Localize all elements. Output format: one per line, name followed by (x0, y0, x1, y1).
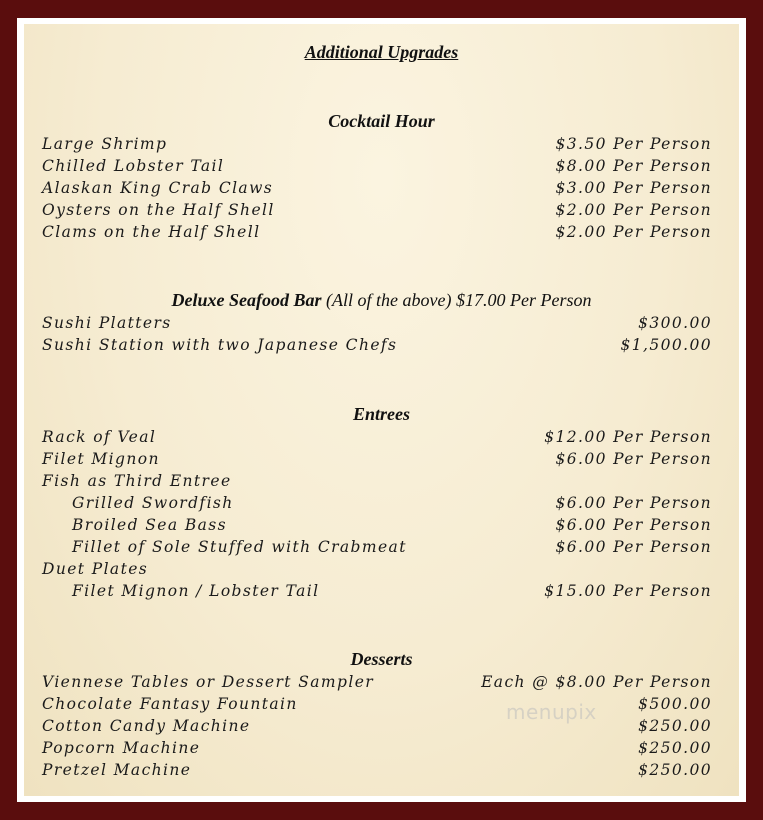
menu-item-name: Filet Mignon / Lobster Tail (72, 582, 320, 600)
menu-item-name: Sushi Station with two Japanese Chefs (42, 336, 398, 354)
menu-item (42, 157, 712, 179)
menu-subheading (42, 472, 712, 494)
menu-item-name: Clams on the Half Shell (42, 223, 261, 241)
menu-item-name: Large Shrimp (42, 135, 168, 153)
menu-item-name: Chocolate Fantasy Fountain (42, 695, 298, 713)
menu-item (42, 201, 712, 223)
menu-item (42, 538, 712, 560)
section-heading-entrees: Entrees (352, 404, 410, 424)
menu-item (42, 223, 712, 245)
menu-item (42, 428, 712, 450)
section-heading-desserts: Desserts (350, 649, 413, 669)
menu-item-price: $300.00 (638, 314, 712, 332)
menu-item-price: $3.50 Per Person (555, 135, 712, 153)
menu-item-name: Sushi Platters (42, 314, 172, 332)
menu-item-price: $250.00 (638, 761, 712, 779)
menu-item-price: $3.00 Per Person (555, 179, 712, 197)
menu-item-name: Viennese Tables or Dessert Sampler (42, 673, 375, 691)
menu-item (42, 516, 712, 538)
menu-item-price: $6.00 Per Person (555, 494, 712, 512)
menu-item-name: Pretzel Machine (42, 761, 192, 779)
menu-item (42, 494, 712, 516)
menu-item-name: Fish as Third Entree (42, 472, 232, 490)
menu-item (42, 761, 712, 783)
menu-item-price: $250.00 (638, 717, 712, 735)
menu-item-price: $2.00 Per Person (555, 223, 712, 241)
menu-item-price: $500.00 (638, 695, 712, 713)
menu-item (42, 314, 712, 336)
section-heading-detail: (All of the above) $17.00 Per Person (326, 290, 592, 310)
menu-item-name: Fillet of Sole Stuffed with Crabmeat (72, 538, 407, 556)
menu-item-price: Each @ $8.00 Per Person (481, 673, 712, 691)
menu-item-name: Oysters on the Half Shell (42, 201, 275, 219)
section-heading-seafood-bar (24, 290, 739, 311)
menu-item (42, 717, 712, 739)
section-heading-bold: Deluxe Seafood Bar (171, 290, 322, 310)
menu-item (42, 135, 712, 157)
menu-card (24, 24, 739, 796)
menu-item-name: Alaskan King Crab Claws (42, 179, 274, 197)
menu-item-name: Chilled Lobster Tail (42, 157, 225, 175)
menu-item-price: $250.00 (638, 739, 712, 757)
menu-item (42, 673, 712, 695)
menu-item-name: Grilled Swordfish (72, 494, 234, 512)
menu-item-name: Filet Mignon (42, 450, 160, 468)
menu-item-name: Rack of Veal (42, 428, 157, 446)
menu-item (42, 695, 712, 717)
menu-item-price: $6.00 Per Person (555, 450, 712, 468)
menu-item-price: $15.00 Per Person (544, 582, 712, 600)
section-heading-cocktail-hour: Cocktail Hour (328, 111, 435, 131)
menu-item (42, 336, 712, 358)
menu-item-price: $6.00 Per Person (555, 538, 712, 556)
menu-item-price: $2.00 Per Person (555, 201, 712, 219)
page-title: Additional Upgrades (304, 42, 459, 62)
menu-item-price: $8.00 Per Person (555, 157, 712, 175)
menu-item-name: Popcorn Machine (42, 739, 201, 757)
menu-item-price: $12.00 Per Person (544, 428, 712, 446)
menu-item-name: Cotton Candy Machine (42, 717, 251, 735)
menu-item (42, 582, 712, 604)
menu-item (42, 450, 712, 472)
menu-subheading (42, 560, 712, 582)
menu-item (42, 179, 712, 201)
menu-item (42, 739, 712, 761)
menu-item-price: $1,500.00 (620, 336, 712, 354)
menu-item-price: $6.00 Per Person (555, 516, 712, 534)
menu-item-name: Duet Plates (42, 560, 149, 578)
menu-item-name: Broiled Sea Bass (72, 516, 227, 534)
watermark-logo: menupix (506, 700, 597, 724)
